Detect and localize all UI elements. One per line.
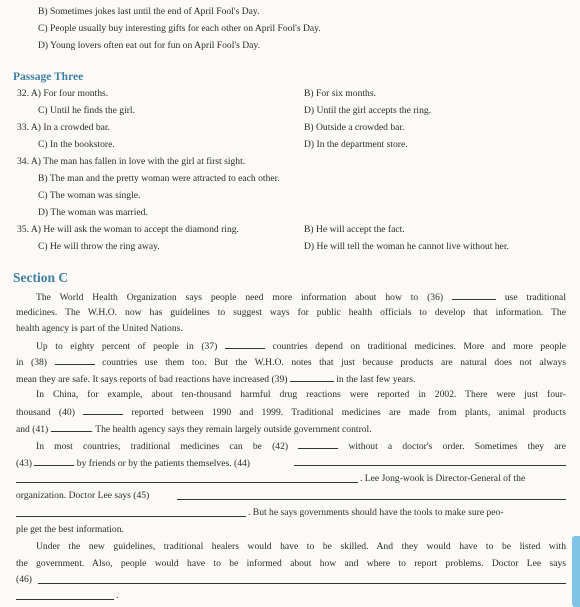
q35-option-a: 35. A) He will ask the woman to accept the diamond ring. xyxy=(17,224,239,235)
blank-37 xyxy=(225,339,265,349)
passage-line xyxy=(36,339,566,353)
option-31-b: B) Sometimes jokes last until the end of April Fool's Day. xyxy=(38,6,260,17)
q34-option-c: C) The woman was single. xyxy=(38,190,141,201)
passage-line: (46) xyxy=(16,574,32,585)
q32-option-c: C) Until he finds the girl. xyxy=(38,105,135,116)
passage-text: and (41) xyxy=(16,424,49,435)
q34-option-a: 34. A) The man has fallen in love with the girl at first sight. xyxy=(17,156,246,167)
blank-45-line xyxy=(177,499,566,500)
blank-46-line xyxy=(38,583,566,584)
passage-line xyxy=(16,405,566,419)
blank-41 xyxy=(51,422,91,432)
blank-36 xyxy=(452,290,496,300)
passage-text: without a doctor's order. Sometimes they are xyxy=(348,441,566,452)
q34-option-d: D) The woman was married. xyxy=(38,207,148,218)
passage-text: In most countries, traditional medicines can be (42) xyxy=(36,441,289,452)
passage-text: countries use them too. But the W.H.O. notes that just because products are natural does not always xyxy=(102,357,566,368)
passage-text: mean they are safe. It says reports of bad reactions have increased (39) xyxy=(16,374,288,385)
passage-line: . Lee Jong-wook is Director-General of the xyxy=(360,473,526,484)
passage-line xyxy=(36,290,566,304)
passage-line: Under the new guidelines, traditional healers would have to be skilled. And they would have to be listed with xyxy=(36,541,566,552)
blank-45-line xyxy=(16,516,246,517)
passage-text: countries depend on traditional medicines. More and more people xyxy=(272,341,566,352)
section-c-heading: Section C xyxy=(13,270,69,285)
q33-option-c: C) In the bookstore. xyxy=(38,139,115,150)
passage-line xyxy=(16,422,372,436)
passage-line xyxy=(16,372,415,386)
blank-42 xyxy=(298,439,338,449)
blank-40 xyxy=(83,405,123,415)
passage-line: . But he says governments should have the tools to make sure peo- xyxy=(248,507,504,518)
q32-option-a: 32. A) For four months. xyxy=(17,88,109,99)
passage-line: In China, for example, about ten-thousand harmful drug reactions were reported in 2002. There were just four- xyxy=(36,389,566,400)
q33-option-b: B) Outside a crowded bar. xyxy=(304,122,405,133)
passage-text: (43) xyxy=(16,458,32,469)
blank-46-line xyxy=(16,599,114,600)
passage-line xyxy=(16,456,250,470)
passage-line xyxy=(36,439,566,453)
passage-line: medicines. The W.H.O. now has guidelines to suggest ways for public health officials to develop that information. The xyxy=(16,307,566,318)
page-edge-tab xyxy=(572,536,580,607)
passage-text: in the last few years. xyxy=(336,374,416,385)
q33-option-a: 33. A) In a crowded bar. xyxy=(17,122,110,133)
q32-option-d: D) Until the girl accepts the ring. xyxy=(304,105,432,116)
option-31-c: C) People usually buy interesting gifts for each other on April Fool's Day. xyxy=(38,23,321,34)
passage-line: the government. Also, people would have to be informed about how and where to report problems. Doctor Lee says xyxy=(16,558,566,569)
passage-three-heading: Passage Three xyxy=(13,71,84,83)
passage-line xyxy=(16,355,566,369)
passage-line: health agency is part of the United Nations. xyxy=(16,323,183,334)
passage-text: reported between 1990 and 1999. Traditional medicines are made from plants, animal products xyxy=(131,407,566,418)
blank-44-line xyxy=(294,465,566,466)
passage-text: in (38) xyxy=(16,357,47,368)
passage-text: . The health agency says they remain largely outside government control. xyxy=(90,424,372,435)
blank-44-line xyxy=(16,482,358,483)
passage-text: by friends or by the patients themselves. (44) xyxy=(76,458,250,469)
q35-option-c: C) He will throw the ring away. xyxy=(38,241,160,252)
blank-43 xyxy=(34,456,74,466)
blank-39 xyxy=(290,372,334,382)
q35-option-d: D) He will tell the woman he cannot live without her. xyxy=(304,241,509,252)
passage-line: . xyxy=(116,590,119,601)
option-31-d: D) Young lovers often eat out for fun on April Fool's Day. xyxy=(38,40,261,51)
q35-option-b: B) He will accept the fact. xyxy=(304,224,405,235)
q33-option-d: D) In the department store. xyxy=(304,139,408,150)
blank-38 xyxy=(55,355,95,365)
passage-line: organization. Doctor Lee says (45) xyxy=(16,490,150,501)
q34-option-b: B) The man and the pretty woman were attracted to each other. xyxy=(38,173,280,184)
passage-text: The World Health Organization says people need more information about how to (36) xyxy=(36,292,444,303)
passage-line: ple get the best information. xyxy=(16,524,124,535)
passage-text: thousand (40) xyxy=(16,407,75,418)
passage-text: Up to eighty percent of people in (37) xyxy=(36,341,218,352)
q32-option-b: B) For six months. xyxy=(304,88,376,99)
passage-text: use traditional xyxy=(504,292,566,303)
